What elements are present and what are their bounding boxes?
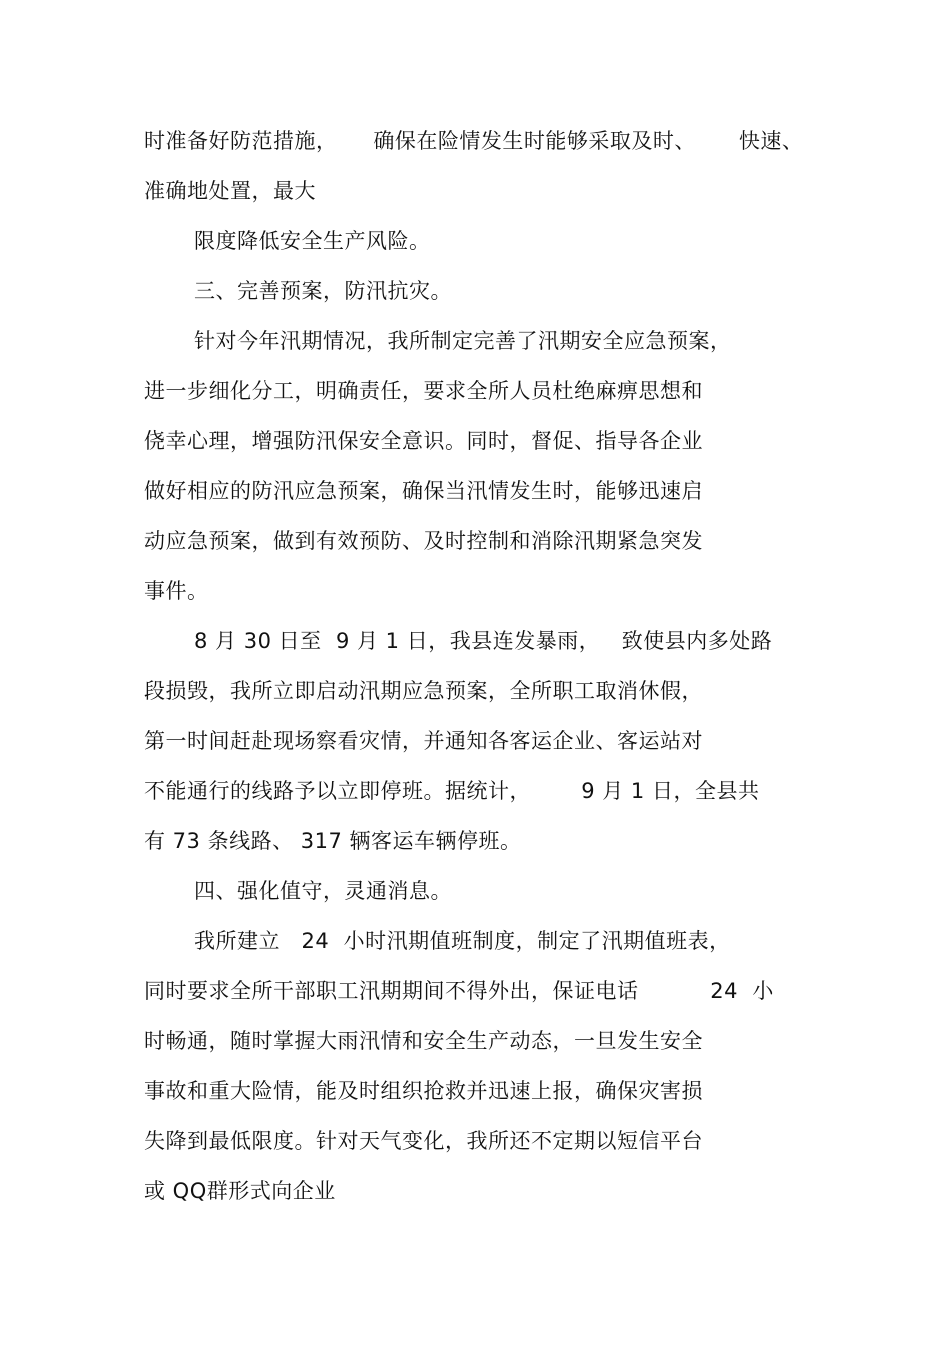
section-heading-4: 四、强化值守，灵通消息。 [194,879,452,903]
text-line-7: 侥幸心理，增强防汛保安全意识。同时，督促、指导各企业 [144,429,703,453]
text-line-10: 事件。 [144,579,209,603]
text-line-11: 8 月 30 日至 9 月 1 日，我县连发暴雨， 致使县内多处路 [194,629,773,653]
text-line-3: 限度降低安全生产风险。 [194,229,431,253]
text-line-15: 有 73 条线路、 317 辆客运车辆停班。 [144,829,522,853]
text-line-12: 段损毁，我所立即启动汛期应急预案，全所职工取消休假， [144,679,703,703]
text-line-22: 或 QQ群形式向企业 [144,1179,336,1203]
text-line-21: 失降到最低限度。针对天气变化，我所还不定期以短信平台 [144,1129,703,1153]
text-line-19: 时畅通，随时掌握大雨汛情和安全生产动态，一旦发生安全 [144,1029,703,1053]
text-line-13: 第一时间赶赴现场察看灾情，并通知各客运企业、客运站对 [144,729,703,753]
text-line-9: 动应急预案，做到有效预防、及时控制和消除汛期紧急突发 [144,529,703,553]
text-line-8: 做好相应的防汛应急预案，确保当汛情发生时，能够迅速启 [144,479,703,503]
text-line-1: 时准备好防范措施， 确保在险情发生时能够采取及时、 快速、 [144,129,804,153]
text-line-6: 进一步细化分工，明确责任，要求全所人员杜绝麻痹思想和 [144,379,703,403]
section-heading-3: 三、完善预案，防汛抗灾。 [194,279,452,303]
text-line-5: 针对今年汛期情况，我所制定完善了汛期安全应急预案， [194,329,732,353]
text-line-17: 我所建立 24 小时汛期值班制度，制定了汛期值班表， [194,929,731,953]
text-line-2: 准确地处置，最大 [144,179,316,203]
text-line-20: 事故和重大险情，能及时组织抢救并迅速上报，确保灾害损 [144,1079,703,1103]
text-line-18: 同时要求全所干部职工汛期期间不得外出，保证电话 24 小 [144,979,774,1003]
text-line-14: 不能通行的线路予以立即停班。据统计， 9 月 1 日，全县共 [144,779,760,803]
